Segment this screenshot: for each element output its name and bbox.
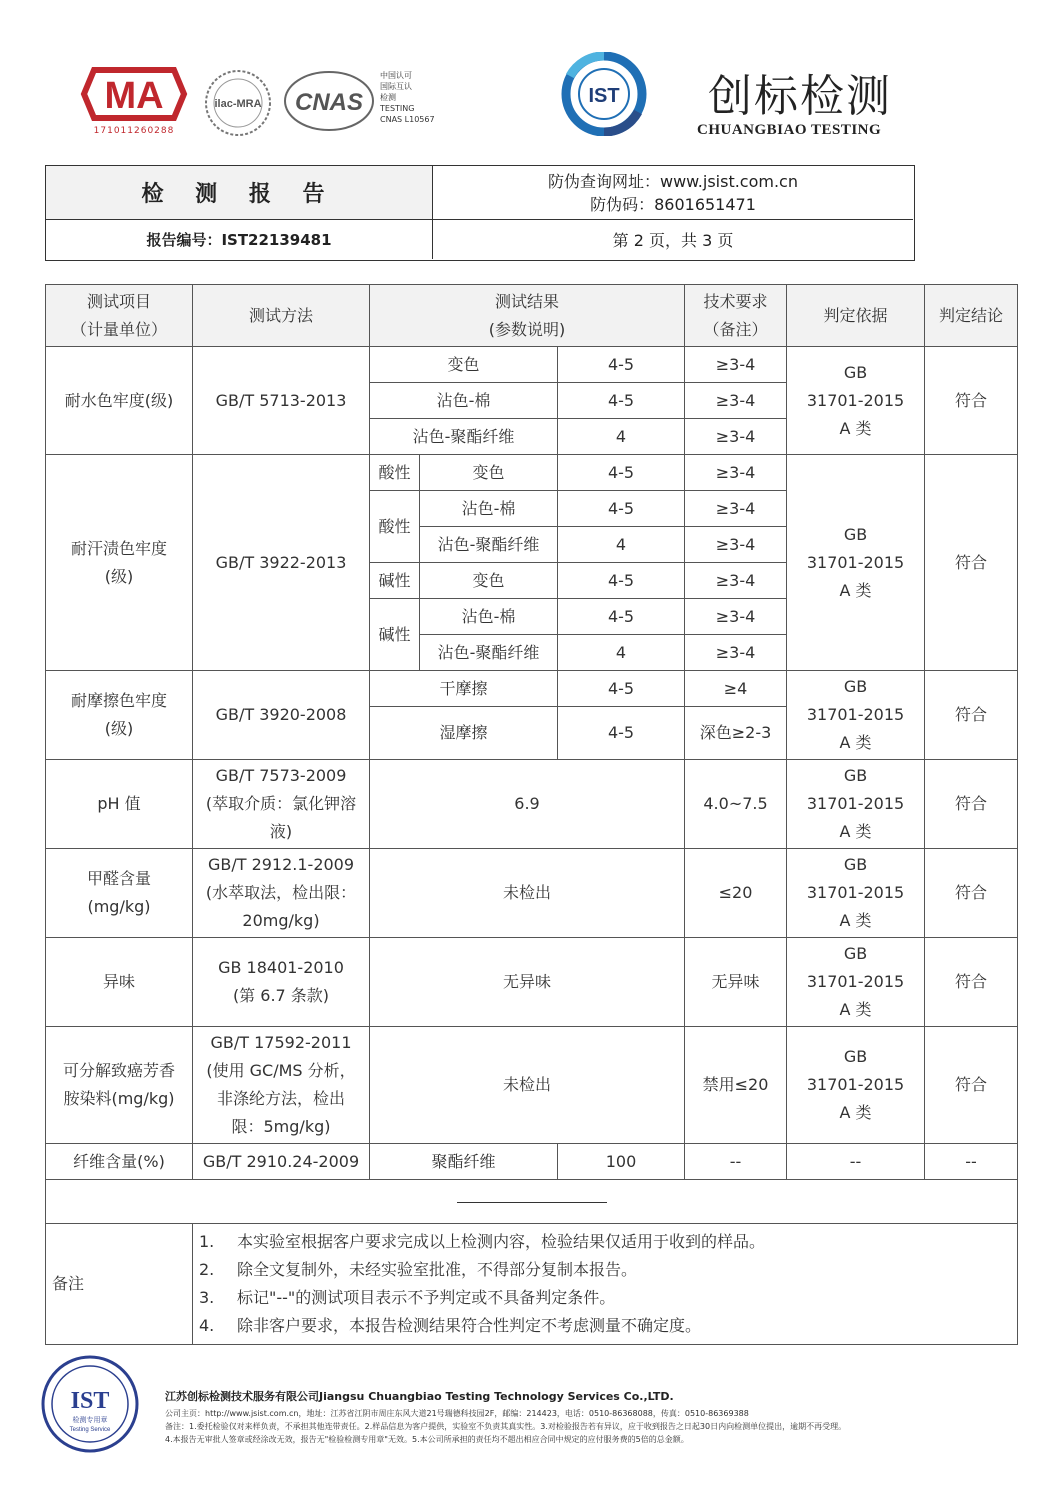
method-cell	[193, 938, 370, 1027]
basis-cell	[787, 938, 925, 1027]
basis-line: A 类	[839, 418, 872, 438]
method-line: (使用 GC/MS 分析，	[206, 1061, 356, 1080]
value-cell: 100	[558, 1144, 685, 1180]
param-cell: 变色	[420, 563, 558, 599]
basis-cell	[787, 455, 925, 671]
brand-name-en: CHUANGBIAO TESTING	[697, 122, 882, 138]
note-item	[199, 1228, 1011, 1256]
header-item-line: 测试项目	[86, 291, 151, 311]
verify-code: 防伪码：8601651471	[590, 194, 756, 214]
separator-row	[46, 1180, 1018, 1224]
note-number: 1.	[199, 1232, 215, 1251]
cnas-caption-line: 中国认可	[380, 71, 412, 80]
item-cell	[46, 849, 193, 938]
req-cell: ≥4	[685, 671, 787, 707]
table-row	[46, 455, 1018, 491]
req-cell: ≥3-4	[685, 563, 787, 599]
param-cell: 聚酯纤维	[370, 1144, 558, 1180]
req-cell: ≥3-4	[685, 635, 787, 671]
basis-line: GB	[843, 362, 868, 382]
basis-line: 31701-2015	[806, 972, 905, 991]
header-result-line: (参数说明)	[488, 319, 566, 339]
conclusion-cell: 符合	[925, 938, 1018, 1027]
req-cell: ≥3-4	[685, 527, 787, 563]
method-line: 20mg/kg)	[242, 911, 320, 930]
req-cell: ≥3-4	[685, 347, 787, 383]
method-line: 液)	[269, 822, 293, 841]
ist-logo	[560, 52, 648, 136]
item-cell	[46, 671, 193, 760]
conclusion-cell: 符合	[925, 455, 1018, 671]
footer-line: 公司主页：http://www.jsist.com.cn，地址：江苏省江阴市周庄东风大道21号瑞德科技园2F，邮编：214423，电话：0510-86368088，传真：0510-86369388	[165, 1409, 749, 1418]
value-cell: 4	[558, 419, 685, 455]
results-table	[45, 284, 1018, 1345]
method-line: GB/T 2912.1-2009	[207, 855, 355, 874]
header-method: 测试方法	[193, 285, 370, 347]
basis-cell	[787, 849, 925, 938]
note-item	[199, 1256, 1011, 1284]
value-cell: 4-5	[558, 707, 685, 760]
basis-line: 31701-2015	[806, 794, 905, 813]
basis-line: 31701-2015	[806, 883, 905, 902]
footer-company: 江苏创标检测技术服务有限公司Jiangsu Chuangbiao Testing Technology Services Co.,LTD.	[165, 1390, 674, 1403]
report-number: 报告编号：IST22139481	[46, 220, 433, 259]
note-number: 2.	[199, 1260, 215, 1279]
notes-content	[193, 1224, 1018, 1345]
note-text: 除全文复制外，未经实验室批准，不得部分复制本报告。	[237, 1260, 638, 1279]
page-info: 第 2 页，共 3 页	[612, 231, 734, 250]
req-cell: ≥3-4	[685, 491, 787, 527]
item-line: 耐摩擦色牢度	[70, 691, 167, 710]
note-number: 4.	[199, 1316, 215, 1335]
item-cell: 纤维含量(%)	[46, 1144, 193, 1180]
testing-seal	[40, 1354, 140, 1454]
table-row	[46, 849, 1018, 938]
basis-cell	[787, 760, 925, 849]
basis-cell: --	[787, 1144, 925, 1180]
value-cell: 4-5	[558, 347, 685, 383]
method-cell	[193, 849, 370, 938]
param-cell: 沾色-聚酯纤维	[420, 527, 558, 563]
method-cell	[193, 1027, 370, 1144]
basis-line: GB	[843, 1047, 868, 1066]
req-cell: ≥3-4	[685, 599, 787, 635]
report-title: 检 测 报 告	[46, 166, 433, 220]
value-cell: 4-5	[558, 491, 685, 527]
sub-label-cell: 碱性	[370, 563, 420, 599]
table-row	[46, 760, 1018, 849]
verify-info	[433, 166, 913, 220]
cnas-caption-line: 检测	[380, 93, 396, 102]
basis-cell	[787, 1027, 925, 1144]
param-cell: 沾色-棉	[370, 383, 558, 419]
basis-line: 31701-2015	[806, 552, 905, 572]
param-cell: 沾色-聚酯纤维	[420, 635, 558, 671]
req-cell: 深色≥2-3	[685, 707, 787, 760]
sub-label-cell: 碱性	[370, 599, 420, 671]
value-cell: 4-5	[558, 599, 685, 635]
item-cell: 耐水色牢度(级)	[46, 347, 193, 455]
cnas-text: CNAS	[294, 89, 364, 116]
req-cell: ≥3-4	[685, 383, 787, 419]
param-cell: 沾色-棉	[420, 491, 558, 527]
item-cell: 异味	[46, 938, 193, 1027]
table-row	[46, 938, 1018, 1027]
result-cell: 未检出	[370, 849, 685, 938]
conclusion-cell: 符合	[925, 760, 1018, 849]
cnas-caption-line: CNAS L10567	[380, 115, 435, 124]
header-result-line: 测试结果	[495, 291, 560, 311]
cma-logo-text: MA	[104, 75, 164, 117]
method-line: GB/T 17592-2011	[210, 1033, 352, 1052]
notes-row	[46, 1224, 1018, 1345]
item-cell	[46, 455, 193, 671]
note-text: 除非客户要求，本报告检测结果符合性判定不考虑测量不确定度。	[237, 1316, 702, 1335]
req-cell: ≥3-4	[685, 455, 787, 491]
item-line: 胺染料(mg/kg)	[63, 1089, 175, 1108]
result-cell: 无异味	[370, 938, 685, 1027]
value-cell: 4-5	[558, 563, 685, 599]
header-requirement-line: （备注）	[703, 319, 768, 339]
seal-text: IST	[70, 1388, 110, 1414]
item-cell	[46, 1027, 193, 1144]
table-row	[46, 671, 1018, 707]
footer-line: 4.本报告无审批人签章或经涂改无效，报告无"检验检测专用章"无效。5.本公司所承担的责任均不超出相应合同中规定的应付服务费的5倍的总金额。	[165, 1435, 689, 1444]
basis-line: A 类	[839, 822, 872, 841]
method-cell: GB/T 2910.24-2009	[193, 1144, 370, 1180]
cnas-caption-line: TESTING	[380, 104, 415, 113]
conclusion-cell: --	[925, 1144, 1018, 1180]
value-cell: 4-5	[558, 383, 685, 419]
req-cell: 禁用≤20	[685, 1027, 787, 1144]
note-text: 本实验室根据客户要求完成以上检测内容，检验结果仅适用于收到的样品。	[237, 1232, 766, 1251]
basis-line: A 类	[839, 911, 872, 930]
param-cell: 湿摩擦	[370, 707, 558, 760]
method-cell: GB/T 5713-2013	[193, 347, 370, 455]
item-line: (级)	[104, 566, 134, 586]
sub-label-cell: 酸性	[370, 491, 420, 563]
conclusion-cell: 符合	[925, 347, 1018, 455]
basis-cell	[787, 671, 925, 760]
req-cell: 无异味	[685, 938, 787, 1027]
report-header-box	[45, 165, 915, 261]
value-cell: 4-5	[558, 671, 685, 707]
table-row	[46, 1144, 1018, 1180]
item-line: 可分解致癌芳香	[62, 1061, 175, 1080]
value-cell: 4	[558, 635, 685, 671]
brand-name-cn: 创标检测	[708, 71, 892, 122]
method-line: GB/T 7573-2009	[215, 766, 347, 785]
table-row	[46, 1027, 1018, 1144]
ilac-mra-text: ilac-MRA	[214, 98, 262, 110]
header-requirement	[685, 285, 787, 347]
conclusion-cell: 符合	[925, 1027, 1018, 1144]
item-line: 甲醛含量	[86, 869, 151, 888]
method-line: (萃取介质：氯化钾溶	[205, 794, 357, 813]
param-cell: 沾色-聚酯纤维	[370, 419, 558, 455]
note-number: 3.	[199, 1288, 215, 1307]
basis-cell	[787, 347, 925, 455]
cnas-logo	[283, 70, 375, 132]
table-row	[46, 347, 1018, 383]
note-item	[199, 1284, 1011, 1312]
ilac-mra-logo	[203, 68, 273, 138]
basis-line: A 类	[839, 1000, 872, 1019]
cnas-caption	[380, 70, 435, 125]
param-cell: 干摩擦	[370, 671, 558, 707]
basis-line: GB	[843, 944, 868, 963]
item-cell: pH 值	[46, 760, 193, 849]
method-line: 非涤纶方法，检出	[216, 1089, 345, 1108]
notes-label: 备注	[46, 1224, 193, 1345]
value-cell: 4	[558, 527, 685, 563]
result-cell: 6.9	[370, 760, 685, 849]
method-line: (第 6.7 条款)	[232, 986, 330, 1005]
basis-line: A 类	[839, 733, 872, 752]
method-line: 限：5mg/kg)	[231, 1117, 331, 1136]
seal-caption: 检测专用章	[72, 1416, 108, 1424]
conclusion-cell: 符合	[925, 671, 1018, 760]
value-cell: 4-5	[558, 455, 685, 491]
basis-line: GB	[843, 677, 868, 696]
param-cell: 变色	[370, 347, 558, 383]
item-line: (mg/kg)	[87, 897, 151, 916]
header-result	[370, 285, 685, 347]
basis-line: GB	[843, 524, 868, 544]
method-line: (水萃取法，检出限：	[205, 883, 357, 902]
basis-line: 31701-2015	[806, 1075, 905, 1094]
req-cell: --	[685, 1144, 787, 1180]
header-basis: 判定依据	[787, 285, 925, 347]
req-cell: ≤20	[685, 849, 787, 938]
cma-number: 171011260288	[93, 126, 175, 136]
basis-line: A 类	[839, 580, 872, 600]
param-cell: 变色	[420, 455, 558, 491]
table-header-row	[46, 285, 1018, 347]
header-conclusion: 判定结论	[925, 285, 1018, 347]
note-text: 标记"--"的测试项目表示不予判定或不具备判定条件。	[237, 1288, 616, 1307]
sub-label-cell: 酸性	[370, 455, 420, 491]
result-cell: 未检出	[370, 1027, 685, 1144]
footer-line: 备注：1.委托检验仅对来样负责，不承担其他连带责任。2.样品信息为客户提供，实验室不负责其真实性。3.对检验报告若有异议，应于收到报告之日起30日内向检测单位提出，逾期不再受理。	[165, 1422, 847, 1431]
basis-line: 31701-2015	[806, 390, 905, 410]
header-item-line: （计量单位）	[70, 319, 167, 339]
basis-line: 31701-2015	[806, 705, 905, 724]
header-item	[46, 285, 193, 347]
header-requirement-line: 技术要求	[703, 291, 768, 311]
ist-logo-text: IST	[588, 85, 620, 107]
separator-cell	[46, 1180, 1018, 1224]
method-cell	[193, 760, 370, 849]
basis-line: A 类	[839, 1103, 872, 1122]
req-cell: 4.0~7.5	[685, 760, 787, 849]
seal-caption-en: Testing Service	[69, 1427, 111, 1433]
req-cell: ≥3-4	[685, 419, 787, 455]
basis-line: GB	[843, 855, 868, 874]
method-cell: GB/T 3922-2013	[193, 455, 370, 671]
basis-line: GB	[843, 766, 868, 785]
cnas-caption-line: 国际互认	[380, 82, 412, 91]
method-line: GB 18401-2010	[218, 958, 344, 977]
cma-logo	[80, 64, 188, 124]
verify-url: 防伪查询网址：www.jsist.com.cn	[548, 171, 798, 191]
note-item	[199, 1312, 1011, 1340]
method-cell: GB/T 3920-2008	[193, 671, 370, 760]
param-cell: 沾色-棉	[420, 599, 558, 635]
item-line: (级)	[104, 719, 134, 738]
end-separator-line	[457, 1202, 607, 1203]
conclusion-cell: 符合	[925, 849, 1018, 938]
item-line: 耐汗渍色牢度	[70, 538, 167, 558]
